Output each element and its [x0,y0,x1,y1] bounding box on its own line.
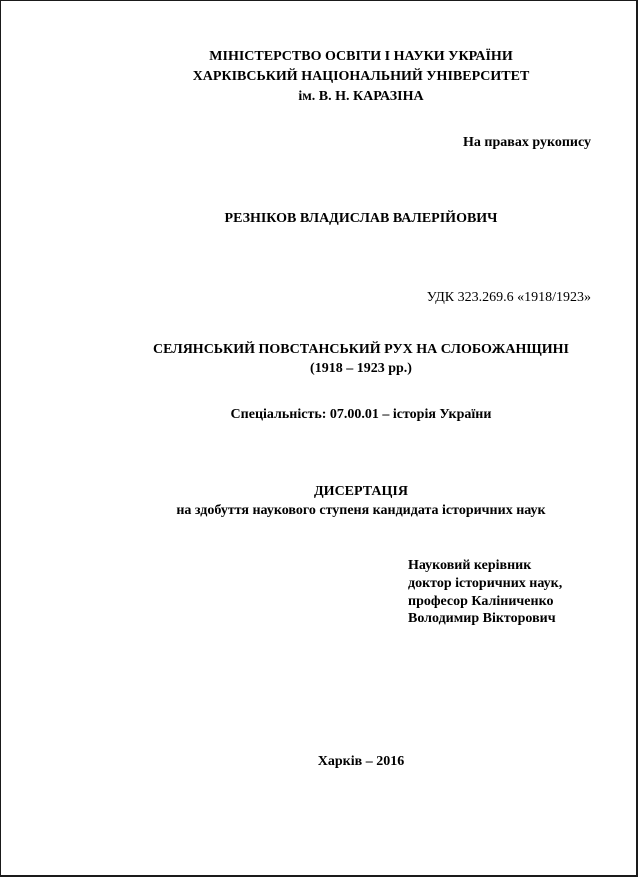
city-year-footer: Харків – 2016 [317,754,405,769]
ministry-heading: МІНІСТЕРСТВО ОСВІТИ І НАУКИ УКРАЇНИ [209,49,513,64]
dissertation-heading: ДИСЕРТАЦІЯ [314,484,408,499]
udc-code: УДК 323.269.6 «1918/1923» [426,290,591,305]
dissertation-subtitle: на здобуття наукового ступеня кандидата історичних наук [176,503,546,518]
supervisor-label: Науковий керівник [408,558,532,573]
supervisor-title-surname: професор Каліниченко [408,594,554,609]
dissertation-title-years: (1918 – 1923 рр.) [310,361,412,376]
supervisor-given-names: Володимир Вікторович [408,611,556,626]
supervisor-degree: доктор історичних наук, [408,576,563,591]
university-heading: ХАРКІВСЬКИЙ НАЦІОНАЛЬНИЙ УНІВЕРСИТЕТ [192,69,530,84]
dissertation-title: СЕЛЯНСЬКИЙ ПОВСТАНСЬКИЙ РУХ НА СЛОБОЖАНЩИНІ [153,342,569,357]
university-named-after: ім. В. Н. КАРАЗІНА [298,89,424,104]
manuscript-note: На правах рукопису [463,135,591,150]
specialty: Спеціальність: 07.00.01 – історія України [230,407,492,422]
author-name: РЕЗНІКОВ ВЛАДИСЛАВ ВАЛЕРІЙОВИЧ [224,211,498,226]
